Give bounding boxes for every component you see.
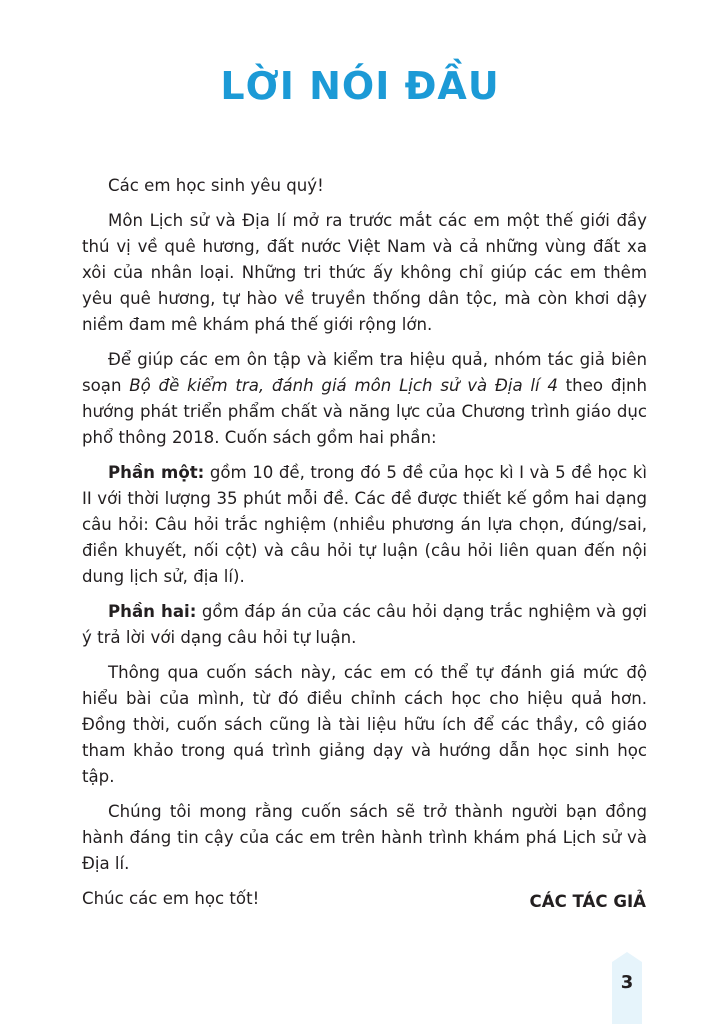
part-two-text: gồm đáp án của các câu hỏi dạng trắc nghiệm và gợi ý trả lời với dạng câu hỏi tự luận. [82,602,647,647]
paragraph-hope: Chúng tôi mong rằng cuốn sách sẽ trở thành người bạn đồng hành đáng tin cậy của các em trên hành trình khám phá Lịch sử và Địa lí. [82,802,647,873]
book-title: Bộ đề kiểm tra, đánh giá môn Lịch sử và Địa lí 4 [129,376,558,395]
page-number: 3 [620,972,634,993]
paragraph-purpose [82,347,647,451]
page-title: LỜI NÓI ĐẦU [220,64,500,108]
signature: CÁC TÁC GIẢ [529,892,646,911]
purpose-text-after: theo định hướng phát triển phẩm chất và năng lực của Chương trình giáo dục phổ thông 2018. Cuốn sách gồm hai phần: [82,376,647,447]
preface-body [82,173,647,921]
greeting: Các em học sinh yêu quý! [108,176,324,195]
part-one-label: Phần một: [108,463,205,482]
paragraph-intro: Môn Lịch sử và Địa lí mở ra trước mắt các em một thế giới đầy thú vị về quê hương, đất nước Việt Nam và cả những vùng đất xa xôi của nhân loại. Những tri thức ấy không chỉ giúp các em thêm yêu quê hương, tự hào về truyền thống dân tộc, mà còn khơi dậy niềm đam mê khám phá thế giới rộng lớn. [82,211,647,334]
paragraph-part-two [82,599,647,651]
purpose-text-before: Để giúp các em ôn tập và kiểm tra hiệu quả, nhóm tác giả biên soạn [82,350,647,395]
paragraph-usage: Thông qua cuốn sách này, các em có thể tự đánh giá mức độ hiểu bài của mình, từ đó điều chỉnh cách học cho hiệu quả hơn. Đồng thời, cuốn sách cũng là tài liệu hữu ích để các thầy, cô giáo tham khảo trong quá trình giảng dạy và hướng dẫn học sinh học tập. [82,663,647,786]
part-one-text: gồm 10 đề, trong đó 5 đề của học kì I và 5 đề học kì II với thời lượng 35 phút mỗi đề. Các đề được thiết kế gồm hai dạng câu hỏi: Câu hỏi trắc nghiệm (nhiều phương án lựa chọn, đúng/sai, điền khuyết, nối cột) và câu hỏi tự luận (câu hỏi liên quan đến nội dung lịch sử, địa lí). [82,463,648,586]
paragraph-part-one [82,460,647,590]
part-two-label: Phần hai: [108,602,197,621]
closing: Chúc các em học tốt! [82,889,260,908]
